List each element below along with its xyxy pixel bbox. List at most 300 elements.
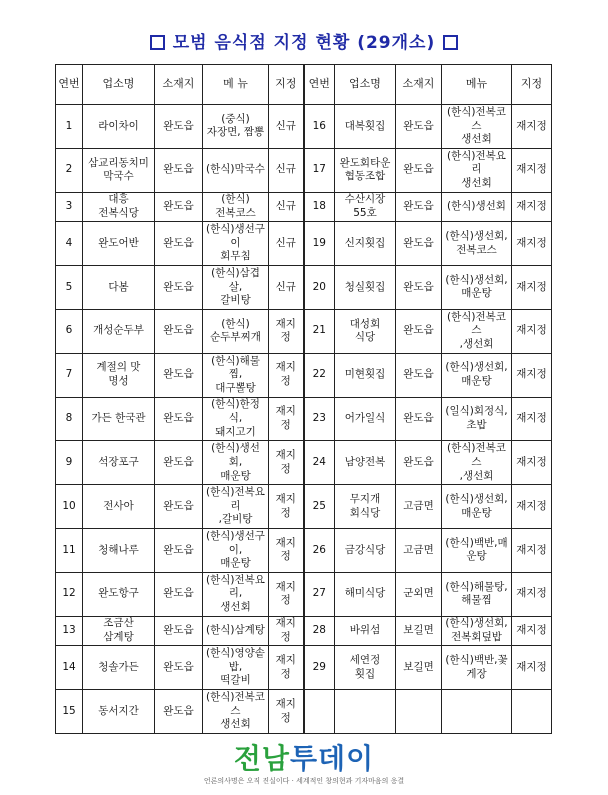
cell-line: 재지정 [275, 405, 296, 431]
cell-line: 완도읍 [403, 200, 434, 213]
cell-line: (한식)백반,매 [445, 536, 508, 549]
cell-line: 완도읍 [163, 455, 194, 468]
cell-line: 완도읍 [163, 660, 194, 673]
cell-line: (한식)전복코스 [447, 442, 506, 468]
cell-menu [203, 529, 269, 573]
cell-line: 전복회덮밥 [451, 630, 502, 643]
cell-loc [396, 572, 442, 616]
cell-line: 완도읍 [403, 324, 434, 337]
cell-line: 돼지고기 [215, 425, 256, 438]
cell-name [335, 222, 396, 266]
cell-line: 전복코스 [215, 206, 256, 219]
cell-line: (한식) [221, 317, 250, 330]
cell-loc [155, 529, 203, 573]
cell-line: 재지정 [516, 163, 547, 176]
cell-loc [155, 646, 203, 690]
cell-line: 완도읍 [163, 324, 194, 337]
cell-line: 매운탕 [461, 287, 492, 300]
cell-line: 수산시장 [344, 193, 386, 206]
restaurant-table [55, 64, 552, 734]
cell-line: 조금산 [103, 617, 134, 630]
logo-slogan: 언론의사명은 오직 진실이다 · 세계적인 창의현과 기자마음의 응결 [203, 777, 405, 785]
cell-no [56, 148, 83, 192]
cell-line: 해미식당 [344, 587, 386, 600]
cell-no [304, 192, 335, 222]
cell-no [304, 148, 335, 192]
cell-line: (한식)전복요리 [447, 149, 506, 176]
cell-menu [203, 192, 269, 222]
cell-name [335, 353, 396, 397]
cell-line: 매운탕 [461, 375, 492, 388]
cell-no [304, 646, 335, 690]
cell-line: 완도읍 [403, 119, 434, 132]
cell-line: (한식)생선구이, [206, 529, 265, 556]
cell-no [56, 353, 83, 397]
cell-line: 완도읍 [163, 624, 194, 637]
cell-menu [442, 572, 512, 616]
cell-line: 보길면 [403, 624, 434, 637]
cell-line: (한식)해물찜, [211, 354, 260, 381]
header-cell: 소재지 [155, 65, 203, 105]
cell-name [335, 266, 396, 310]
cell-line: 완도읍 [403, 163, 434, 176]
cell-line: (한식)생선회, [445, 229, 508, 242]
table-row [56, 485, 552, 529]
cell-menu [442, 309, 512, 353]
cell-name [83, 572, 155, 616]
cell-status [512, 529, 552, 573]
cell-line: 12 [62, 587, 76, 600]
cell-line: 29 [312, 660, 326, 673]
cell-line: 재지정 [275, 492, 296, 519]
cell-line: 협동조합 [344, 170, 386, 183]
cell-no [56, 309, 83, 353]
publisher-logo [0, 744, 608, 786]
cell-status [269, 441, 304, 485]
cell-line: 21 [312, 324, 326, 337]
cell-status [512, 646, 552, 690]
cell-loc [396, 690, 442, 734]
header-cell: 지정 [269, 65, 304, 105]
cell-no [56, 646, 83, 690]
cell-line: 완도어반 [98, 236, 139, 249]
cell-line: 완도읍 [163, 280, 194, 293]
cell-status [269, 397, 304, 441]
cell-loc [396, 441, 442, 485]
table-row [56, 441, 552, 485]
cell-line: 대성회 [349, 317, 381, 330]
cell-line: (한식)생선회, [445, 273, 508, 286]
cell-line: (한식)해물탕, [445, 580, 508, 593]
cell-status [269, 309, 304, 353]
cell-menu [442, 397, 512, 441]
header-cell: 지정 [512, 65, 552, 105]
cell-menu [442, 441, 512, 485]
cell-line: 13 [62, 624, 76, 637]
cell-menu [442, 192, 512, 222]
cell-no [304, 485, 335, 529]
cell-line: 고금면 [403, 543, 434, 556]
cell-line: 라이차이 [98, 119, 139, 132]
cell-no [56, 105, 83, 149]
cell-line: 재지정 [516, 543, 547, 556]
cell-loc [155, 192, 203, 222]
cell-line: 완도읍 [163, 704, 194, 717]
cell-status [512, 266, 552, 310]
cell-line: 11 [62, 543, 76, 556]
table-row [56, 192, 552, 222]
cell-line: 재지정 [516, 119, 547, 132]
cell-status [512, 192, 552, 222]
cell-line: 19 [312, 236, 326, 249]
cell-line: 매운탕 [461, 506, 492, 519]
cell-status [269, 572, 304, 616]
cell-status [269, 222, 304, 266]
cell-line: 삼교리동치미 [88, 156, 149, 169]
cell-line: 22 [312, 368, 326, 381]
cell-line: 떡갈비 [220, 674, 251, 687]
cell-status [512, 105, 552, 149]
cell-line: 재지정 [516, 280, 547, 293]
cell-line: 완도읍 [403, 280, 434, 293]
cell-line: 전복코스 [456, 243, 497, 256]
cell-line: 완도읍 [163, 119, 194, 132]
cell-line: 완도읍 [163, 236, 194, 249]
cell-line: 초밥 [466, 418, 487, 431]
cell-no [304, 441, 335, 485]
cell-menu [203, 572, 269, 616]
cell-line: 신규 [275, 119, 296, 132]
cell-no [56, 529, 83, 573]
cell-line: 동서지간 [98, 704, 139, 717]
cell-loc [396, 148, 442, 192]
table-row [56, 266, 552, 310]
cell-loc [396, 353, 442, 397]
cell-name [335, 572, 396, 616]
cell-no [56, 222, 83, 266]
header-cell: 업소명 [335, 65, 396, 105]
title-text: 모범 음식점 지정 현황 (29개소) [172, 33, 436, 53]
cell-no [304, 690, 335, 734]
cell-line: 신지횟집 [344, 236, 386, 249]
cell-line: (한식)전복요리 [206, 486, 265, 512]
cell-status [512, 690, 552, 734]
cell-line: (한식) [221, 193, 250, 206]
cell-loc [155, 572, 203, 616]
cell-line: 재지정 [516, 236, 547, 249]
cell-status [512, 397, 552, 441]
cell-line: 재지정 [516, 455, 547, 468]
cell-line: (한식)막국수 [206, 163, 265, 176]
cell-menu [203, 266, 269, 310]
cell-line: 어가일식 [344, 412, 386, 425]
cell-loc [155, 222, 203, 266]
table-row [56, 148, 552, 192]
table-row [56, 572, 552, 616]
cell-line: 계절의 맛 [96, 361, 141, 374]
cell-line: (중식) [221, 112, 250, 125]
cell-menu [203, 616, 269, 646]
cell-line: 회식당 [349, 506, 381, 519]
title-box-right-icon [443, 35, 458, 50]
cell-no [56, 192, 83, 222]
cell-no [56, 616, 83, 646]
cell-line: 개성순두부 [93, 324, 144, 337]
cell-line: 재지정 [275, 697, 296, 724]
cell-line: (한식)생선회, [211, 442, 260, 468]
cell-loc [155, 148, 203, 192]
cell-line: 1 [65, 119, 73, 132]
header-cell: 소재지 [396, 65, 442, 105]
cell-line: 재지정 [275, 361, 296, 388]
cell-line: 완도읍 [163, 499, 194, 512]
cell-line: 해물찜 [461, 594, 492, 607]
cell-loc [396, 397, 442, 441]
cell-line: 15 [62, 704, 76, 717]
cell-menu [442, 105, 512, 149]
cell-name [83, 266, 155, 310]
cell-name [335, 441, 396, 485]
cell-line: 전사아 [103, 499, 134, 512]
cell-loc [155, 266, 203, 310]
cell-line: 16 [312, 119, 326, 132]
cell-name [335, 105, 396, 149]
cell-line: (한식)전복요리, [206, 573, 265, 600]
cell-no [304, 529, 335, 573]
cell-line: (한식)영양솥밥, [206, 647, 265, 673]
cell-line: 완도읍 [163, 543, 194, 556]
cell-line: 게장 [466, 667, 487, 680]
cell-line: 55호 [353, 206, 377, 219]
cell-menu [442, 148, 512, 192]
cell-status [269, 148, 304, 192]
cell-line: 완도읍 [403, 412, 434, 425]
cell-line: 삼계탕 [103, 630, 134, 643]
cell-no [304, 105, 335, 149]
cell-menu [203, 353, 269, 397]
cell-line: 금강식당 [344, 543, 386, 556]
cell-line: 28 [312, 624, 326, 637]
header-cell: 메뉴 [442, 65, 512, 105]
cell-line: (한식)전복코스 [447, 310, 506, 337]
cell-line: 석장포구 [98, 455, 139, 468]
cell-line: 바위섬 [349, 624, 381, 637]
cell-name [335, 192, 396, 222]
cell-name [83, 485, 155, 529]
cell-menu [203, 441, 269, 485]
header-cell: 업소명 [83, 65, 155, 105]
cell-menu [203, 646, 269, 690]
cell-line: 완도읍 [403, 368, 434, 381]
cell-line: 대구뽈탕 [215, 381, 256, 394]
cell-line: 재지정 [275, 449, 296, 475]
cell-line: 운탕 [466, 550, 487, 563]
cell-loc [155, 105, 203, 149]
header-row [56, 65, 552, 105]
logo-text-blue: 투데이 [289, 742, 375, 775]
cell-line: 재지정 [275, 580, 296, 607]
cell-name [83, 529, 155, 573]
cell-name [335, 616, 396, 646]
cell-name [83, 646, 155, 690]
cell-line: 17 [312, 163, 326, 176]
cell-name [83, 397, 155, 441]
cell-loc [396, 222, 442, 266]
cell-line: 8 [65, 412, 73, 425]
cell-line: (한식)생선구이 [206, 223, 265, 249]
cell-line: 보길면 [403, 660, 434, 673]
cell-line: 3 [65, 200, 73, 213]
cell-line: 완도읍 [403, 236, 434, 249]
cell-loc [396, 485, 442, 529]
cell-line: 매운탕 [220, 557, 251, 570]
cell-name [335, 646, 396, 690]
cell-no [304, 309, 335, 353]
cell-line: 14 [62, 660, 76, 673]
cell-line: 5 [65, 280, 73, 293]
cell-no [304, 616, 335, 646]
cell-line: 신규 [275, 200, 296, 213]
cell-name [83, 148, 155, 192]
cell-name [335, 309, 396, 353]
table-row [56, 397, 552, 441]
cell-status [269, 529, 304, 573]
cell-line: (한식)생선회, [445, 361, 508, 374]
cell-line: (한식)생선회 [447, 200, 506, 213]
cell-name [83, 192, 155, 222]
cell-line: 26 [312, 543, 326, 556]
cell-loc [155, 690, 203, 734]
table-row [56, 105, 552, 149]
cell-menu [442, 222, 512, 266]
cell-line: ,갈비탕 [218, 513, 253, 526]
cell-name [83, 616, 155, 646]
cell-menu [203, 397, 269, 441]
cell-line: 재지정 [516, 200, 547, 213]
cell-line: 대복횟집 [344, 119, 386, 132]
cell-line: (한식)전복코스 [206, 691, 265, 717]
cell-loc [396, 646, 442, 690]
cell-line: 완도읍 [163, 412, 194, 425]
cell-line: 고금면 [403, 499, 434, 512]
cell-line: 재지정 [275, 617, 296, 643]
cell-line: 재지정 [516, 368, 547, 381]
cell-menu [442, 690, 512, 734]
cell-line: 갈비탕 [220, 294, 251, 307]
cell-line: 18 [312, 200, 326, 213]
cell-name [83, 353, 155, 397]
cell-menu [203, 309, 269, 353]
cell-line: 청솔가든 [98, 660, 139, 673]
cell-loc [155, 616, 203, 646]
cell-line: 완도읍 [163, 368, 194, 381]
cell-menu [203, 148, 269, 192]
cell-line: 완도회타운 [339, 156, 391, 169]
cell-line: (한식)한정식, [211, 398, 260, 425]
cell-line: (한식)백반,꽃 [445, 654, 508, 666]
cell-line: 횟집 [354, 667, 376, 680]
cell-menu [442, 529, 512, 573]
cell-loc [396, 529, 442, 573]
cell-name [335, 690, 396, 734]
cell-loc [155, 309, 203, 353]
cell-line: 재지정 [516, 499, 547, 512]
cell-name [83, 222, 155, 266]
cell-menu [442, 353, 512, 397]
cell-line: 신규 [275, 163, 296, 176]
title-box-left-icon [150, 35, 165, 50]
header-cell: 연번 [304, 65, 335, 105]
cell-line: 생선회 [220, 718, 251, 731]
cell-line: 재지정 [516, 660, 547, 673]
cell-line: 재지정 [275, 654, 296, 680]
table-row [56, 353, 552, 397]
cell-line: 남양전복 [344, 455, 386, 468]
cell-line: 신규 [275, 236, 296, 249]
cell-line: ,생선회 [459, 338, 494, 351]
cell-no [304, 572, 335, 616]
cell-no [56, 266, 83, 310]
cell-menu [442, 485, 512, 529]
cell-name [335, 148, 396, 192]
table-row [56, 616, 552, 646]
table-row [56, 222, 552, 266]
cell-line: 매운탕 [220, 469, 251, 482]
cell-line: 4 [65, 236, 73, 249]
cell-name [83, 105, 155, 149]
cell-status [512, 441, 552, 485]
cell-line: 재지정 [516, 412, 547, 425]
cell-line: 재지정 [275, 317, 296, 344]
cell-line: 생선회 [461, 133, 492, 146]
cell-menu [442, 266, 512, 310]
header-cell: 연번 [56, 65, 83, 105]
cell-line: 완도읍 [163, 163, 194, 176]
cell-status [512, 485, 552, 529]
cell-line: 명성 [108, 375, 129, 388]
cell-line: (한식)생선회, [445, 492, 508, 505]
cell-menu [442, 616, 512, 646]
cell-status [269, 266, 304, 310]
cell-line: 신규 [275, 280, 296, 293]
cell-no [56, 485, 83, 529]
cell-loc [396, 105, 442, 149]
table-row [56, 646, 552, 690]
cell-line: 청해나루 [98, 543, 139, 556]
cell-no [304, 266, 335, 310]
cell-status [512, 309, 552, 353]
cell-status [269, 105, 304, 149]
cell-status [269, 485, 304, 529]
cell-line: (한식)삼계탕 [206, 624, 265, 637]
cell-line: 전복식당 [98, 206, 139, 219]
cell-line: 23 [312, 412, 326, 425]
cell-line: 2 [65, 163, 73, 176]
cell-no [56, 441, 83, 485]
cell-line: 무지개 [349, 492, 381, 505]
cell-status [512, 616, 552, 646]
cell-line: 순두부찌개 [210, 331, 261, 344]
cell-line: 회무침 [220, 250, 251, 263]
cell-loc [396, 192, 442, 222]
cell-line: 대흥 [108, 193, 129, 206]
cell-status [512, 353, 552, 397]
cell-line: 25 [312, 499, 326, 512]
cell-no [56, 690, 83, 734]
cell-line: 가든 한국관 [91, 412, 146, 425]
cell-line: (한식)전복코스 [447, 105, 506, 132]
cell-line: 완도읍 [163, 587, 194, 600]
